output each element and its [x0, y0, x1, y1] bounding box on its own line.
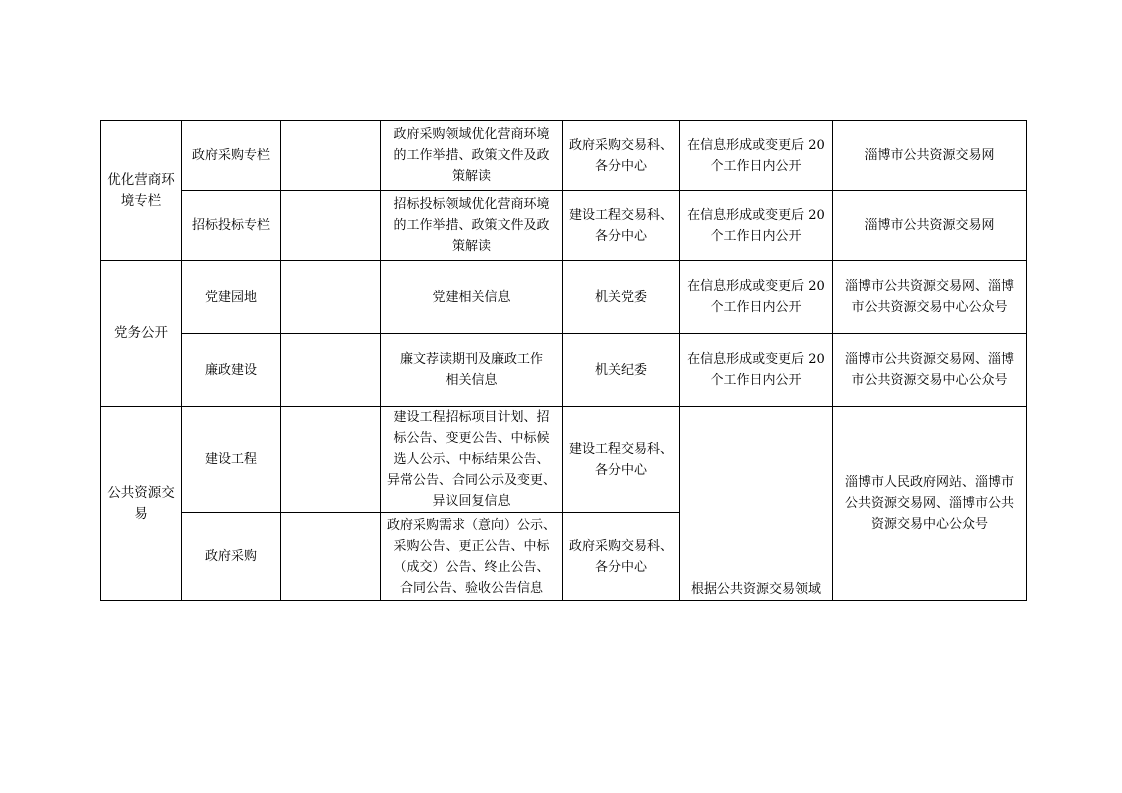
channel-cell: 淄博市公共资源交易网、淄博 市公共资源交易中心公众号 — [833, 334, 1027, 407]
timeline-cell: 在信息形成或变更后 20 个工作日内公开 — [680, 191, 833, 261]
timeline-cell: 在信息形成或变更后 20 个工作日内公开 — [680, 121, 833, 191]
disclosure-table — [100, 120, 1027, 601]
timeline-cell: 在信息形成或变更后 20 个工作日内公开 — [680, 334, 833, 407]
department-cell: 建设工程交易科、 各分中心 — [563, 191, 680, 261]
empty-cell — [281, 261, 381, 334]
empty-cell — [281, 121, 381, 191]
content-cell: 建设工程招标项目计划、招 标公告、变更公告、中标候 选人公示、中标结果公告、 异常公告、合同公示及变更、 异议回复信息 — [381, 407, 563, 513]
content-cell: 党建相关信息 — [381, 261, 563, 334]
item-cell: 廉政建设 — [182, 334, 281, 407]
timeline-cell: 在信息形成或变更后 20 个工作日内公开 — [680, 261, 833, 334]
department-cell: 机关纪委 — [563, 334, 680, 407]
content-cell: 招标投标领域优化营商环境 的工作举措、政策文件及政 策解读 — [381, 191, 563, 261]
channel-cell: 淄博市公共资源交易网 — [833, 191, 1027, 261]
table-row — [101, 261, 1027, 334]
table-row — [101, 121, 1027, 191]
table-row — [101, 191, 1027, 261]
channel-cell: 淄博市人民政府网站、淄博市 公共资源交易网、淄博市公共 资源交易中心公众号 — [833, 407, 1027, 601]
item-cell: 政府采购 — [182, 513, 281, 601]
department-cell: 政府采购交易科、 各分中心 — [563, 513, 680, 601]
table-row — [101, 407, 1027, 513]
item-cell: 建设工程 — [182, 407, 281, 513]
item-cell: 政府采购专栏 — [182, 121, 281, 191]
department-cell: 建设工程交易科、 各分中心 — [563, 407, 680, 513]
channel-cell: 淄博市公共资源交易网、淄博 市公共资源交易中心公众号 — [833, 261, 1027, 334]
item-cell: 招标投标专栏 — [182, 191, 281, 261]
empty-cell — [281, 513, 381, 601]
content-cell: 政府采购领域优化营商环境 的工作举措、政策文件及政 策解读 — [381, 121, 563, 191]
channel-cell: 淄博市公共资源交易网 — [833, 121, 1027, 191]
content-cell: 政府采购需求（意向）公示、 采购公告、更正公告、中标 （成交）公告、终止公告、 合同公告、验收公告信息 — [381, 513, 563, 601]
category-cell: 公共资源交易 — [101, 407, 182, 601]
category-cell: 优化营商环境专栏 — [101, 121, 182, 261]
empty-cell — [281, 334, 381, 407]
category-cell: 党务公开 — [101, 261, 182, 407]
empty-cell — [281, 407, 381, 513]
empty-cell — [281, 191, 381, 261]
item-cell: 党建园地 — [182, 261, 281, 334]
content-cell: 廉文荐读期刊及廉政工作 相关信息 — [381, 334, 563, 407]
table-row — [101, 334, 1027, 407]
department-cell: 政府采购交易科、 各分中心 — [563, 121, 680, 191]
timeline-cell: 根据公共资源交易领域 — [680, 407, 833, 601]
department-cell: 机关党委 — [563, 261, 680, 334]
